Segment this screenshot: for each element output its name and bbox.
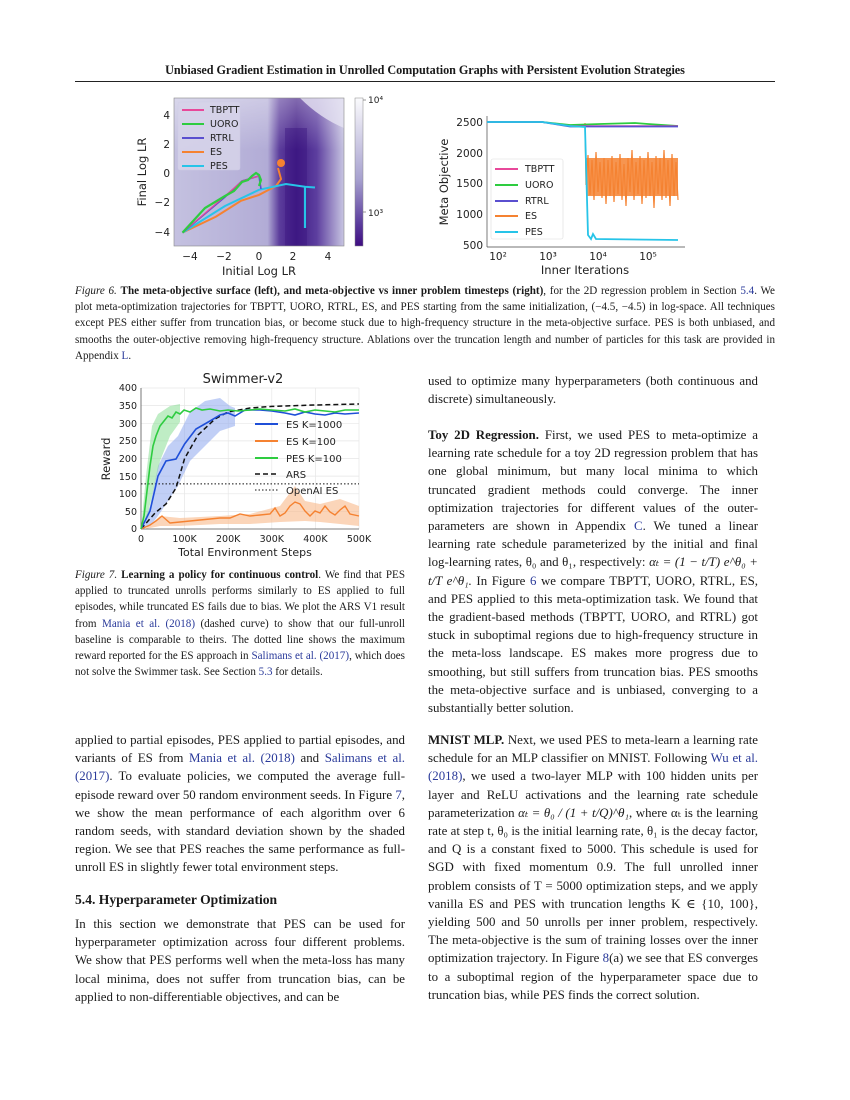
appendix-link[interactable]: C — [633, 519, 643, 534]
svg-text:2: 2 — [289, 251, 297, 263]
svg-text:PES: PES — [525, 227, 543, 238]
figure-7-swimmer-chart — [80, 366, 380, 566]
body-text: applied to partial episodes, PES applied to partial episodes, and variants of ES from — [75, 733, 405, 766]
caption-text: (dashed curve) to show that our full-unroll baseline is comparable to theirs. The dotted line shows the maximum reward reported for the ES approach in — [75, 617, 405, 663]
lr-schedule-formula: αₜ = (1 − t/T) e^θ₀ + t/T e^θ₁. — [428, 555, 759, 588]
svg-text:ARS: ARS — [286, 470, 307, 481]
section-link[interactable]: 5.4 — [740, 285, 755, 297]
body-text: we compare TBPTT, UORO, RTRL, ES, and PES applied to this meta-optimization task. We found that the gradient-based methods (TBPTT, UORO, and RTRL) got stuck in suboptimal regions due to high-frequency structure in the meta-loss landscape. ES makes more progress due to smoothing, but still suffers from truncation bias. PES smooths the meta-objective surface and is unbiased, converging to a substantially better solution. — [428, 573, 758, 716]
svg-text:TBPTT: TBPTT — [210, 105, 240, 116]
svg-text:10³: 10³ — [539, 251, 557, 263]
paragraph-title: Toy 2D Regression. — [428, 428, 539, 442]
svg-text:300K: 300K — [259, 534, 284, 545]
svg-text:Meta Objective: Meta Objective — [437, 138, 451, 226]
left-column-paragraph-1 — [75, 731, 405, 877]
body-text: . We tuned a linear learning rate schedule parameterized by the initial and final log-learning rates, θ₀ and θ₁, respectively: — [428, 519, 758, 570]
svg-text:0: 0 — [163, 168, 170, 180]
svg-text:OpenAI ES: OpenAI ES — [286, 486, 339, 497]
body-text: In Figure — [471, 573, 530, 588]
svg-text:0: 0 — [255, 251, 263, 263]
caption-text: . — [128, 349, 132, 362]
caption-text: . We plot meta-optimization trajectories for TBPTT, UORO, RTRL, ES, and PES starting from the same initialization, (−4.5, −4.5) in log-space. All techniques except PES either suffer from truncation bias, or become stuck due to high-frequency structure in the meta-objective surface. PES is both unbiased, and smooths the outer-objective removing high-frequency structure. Ablations over the truncation length and number of particles for this task are provided in Appendix — [75, 285, 775, 362]
svg-text:10⁴: 10⁴ — [589, 251, 607, 263]
running-title: Unbiased Gradient Estimation in Unrolled Computation Graphs with Persistent Evolution Strategies — [165, 63, 685, 77]
svg-text:10³: 10³ — [368, 209, 384, 219]
svg-text:−2: −2 — [216, 251, 232, 263]
caption-title: Learning a policy for continuous control — [121, 569, 319, 581]
svg-text:1500: 1500 — [456, 178, 483, 190]
svg-text:50: 50 — [124, 507, 137, 518]
svg-text:250: 250 — [118, 436, 137, 447]
svg-text:10⁴: 10⁴ — [368, 96, 384, 106]
svg-text:0: 0 — [137, 534, 145, 545]
svg-text:UORO: UORO — [525, 180, 554, 191]
body-text: , where αₜ is the learning rate at step t, θ₀ is the initial learning rate, θ₁ is the decay factor, and Q is a constant fixed to 5000. This schedule is used for SGD with fixed momentum 0.9. The full unrolled inner problem consists of T = 5000 optimization steps, and we apply vanilla ES and PES with truncation lengths K ∈ {10, 100}, yielding 500 and 50 unrolls per inner problem, respectively. The meta-objective is the sum of training losses over the inner optimization trajectory. In Figure — [428, 805, 759, 966]
figure-label: Figure 7. — [75, 569, 118, 581]
svg-text:4: 4 — [163, 110, 170, 122]
citation-link[interactable]: Salimans et al. (2017) — [75, 751, 405, 784]
figure-link[interactable]: 7 — [395, 787, 402, 802]
body-text: (a) we see that ES converges to a suboptimal region of the hyperparameter space due to truncation bias, while PES finds the correct solution. — [428, 951, 758, 1002]
svg-text:TBPTT: TBPTT — [525, 164, 555, 175]
citation-link[interactable]: Wu et al. (2018) — [428, 751, 759, 784]
figure-label: Figure 6. — [75, 285, 117, 297]
caption-title: The meta-objective surface (left), and meta-objective vs inner problem timesteps (right) — [120, 285, 544, 297]
citation-link[interactable]: Salimans et al. (2017) — [251, 650, 350, 663]
citation-link[interactable]: Mania et al. (2018) — [189, 751, 295, 766]
svg-text:ES K=100: ES K=100 — [286, 437, 336, 448]
header-rule — [75, 81, 775, 82]
svg-text:ES: ES — [210, 147, 223, 158]
appendix-link[interactable]: L — [121, 349, 129, 362]
figure-6-caption — [75, 283, 775, 364]
caption-text: for details. — [272, 666, 323, 679]
body-text: and — [294, 751, 325, 766]
svg-text:Inner Iterations: Inner Iterations — [540, 263, 630, 277]
section-heading: 5.4. Hyperparameter Optimization — [75, 892, 278, 907]
caption-text: , which does not solve the Swimmer task. See Section — [75, 650, 405, 679]
y-axis-label: Final Log LR — [135, 137, 149, 207]
svg-text:10⁵: 10⁵ — [639, 251, 657, 263]
svg-text:400: 400 — [118, 383, 137, 394]
lr-decay-formula: αₜ = θ₀ / (1 + t/Q)^θ₁ — [518, 805, 629, 820]
body-text: , we used a two-layer MLP with 100 hidden units per layer and ReLU activations and the learning rate schedule parameterization — [428, 769, 758, 820]
body-text: , we show the mean performance of each algorithm over 6 random seeds, with standard deviation shown by the shaded region. We see that PES reaches the same performance as full-unroll ES in slightly fewer total environment steps. — [75, 787, 405, 875]
body-text: . To evaluate policies, we computed the average full-episode reward over 50 random environment seeds. In Figure — [75, 769, 405, 802]
x-axis-label: Initial Log LR — [221, 264, 297, 278]
svg-text:100K: 100K — [172, 534, 197, 545]
svg-text:2000: 2000 — [456, 148, 483, 160]
svg-text:PES: PES — [210, 161, 228, 172]
svg-text:150: 150 — [118, 472, 137, 483]
section-link[interactable]: 5.3 — [258, 666, 273, 679]
svg-text:Reward: Reward — [99, 437, 113, 481]
toy-2d-regression-paragraph — [428, 426, 758, 717]
svg-text:400K: 400K — [303, 534, 328, 545]
svg-text:0: 0 — [130, 524, 137, 535]
caption-text: . We find that PES applied to truncated unrolls performs similarly to ES applied to full episodes, while truncated ES fails due to bias. We plot the ARS V1 result from — [75, 569, 405, 630]
svg-text:300: 300 — [118, 419, 137, 430]
svg-text:10²: 10² — [489, 251, 507, 263]
body-text: Next, we used PES to meta-learn a learning rate schedule for an MLP classifier on MNIST. Following — [428, 733, 758, 766]
svg-text:500K: 500K — [346, 534, 372, 545]
svg-text:−2: −2 — [154, 197, 170, 209]
body-text: First, we used PES to meta-optimize a learning rate schedule for a toy 2D regression problem that has one global minimum, but many local minima to which truncated gradient methods could converge. The inner optimization trajectories for different values of the outer-parameters are shown in Appendix — [428, 428, 758, 534]
mnist-mlp-paragraph — [428, 731, 758, 1004]
svg-text:350: 350 — [118, 401, 137, 412]
figure-link[interactable]: 6 — [529, 573, 537, 588]
svg-text:Total Environment Steps: Total Environment Steps — [178, 546, 312, 559]
figure-6-left-heatmap — [130, 88, 410, 280]
figure-6-right-line-chart — [430, 100, 720, 280]
svg-text:200: 200 — [118, 454, 137, 465]
citation-link[interactable]: Mania et al. (2018) — [102, 617, 196, 630]
svg-text:−4: −4 — [182, 251, 198, 263]
svg-text:RTRL: RTRL — [210, 133, 234, 144]
svg-text:2500: 2500 — [456, 117, 483, 129]
svg-text:ES K=1000: ES K=1000 — [286, 420, 343, 431]
svg-text:ES: ES — [525, 211, 538, 222]
right-column-paragraph-0: used to optimize many hyperparameters (both continuous and discrete) simultaneously. — [428, 374, 758, 407]
svg-text:Swimmer-v2: Swimmer-v2 — [202, 372, 284, 387]
svg-text:RTRL: RTRL — [525, 196, 549, 207]
figure-link[interactable]: 8 — [602, 951, 610, 966]
figure-7-caption — [75, 567, 405, 680]
left-column-paragraph-2: In this section we demonstrate that PES can be used for hyperparameter optimization across four different problems. We show that PES performs well when the meta-loss has many local minima, does not suffer from truncation bias, can be applied to non-differentiable objectives, and can be — [75, 917, 405, 1004]
svg-text:1000: 1000 — [456, 209, 483, 221]
svg-text:UORO: UORO — [210, 119, 239, 130]
svg-text:−4: −4 — [154, 227, 170, 239]
svg-text:500: 500 — [462, 240, 483, 252]
svg-text:200K: 200K — [216, 534, 241, 545]
svg-text:100: 100 — [118, 489, 137, 500]
svg-text:4: 4 — [324, 251, 332, 263]
caption-text: , for the 2D regression problem in Section — [543, 285, 741, 297]
paragraph-title: MNIST MLP. — [428, 733, 505, 747]
svg-text:2: 2 — [163, 139, 170, 151]
svg-text:PES K=100: PES K=100 — [286, 454, 342, 465]
